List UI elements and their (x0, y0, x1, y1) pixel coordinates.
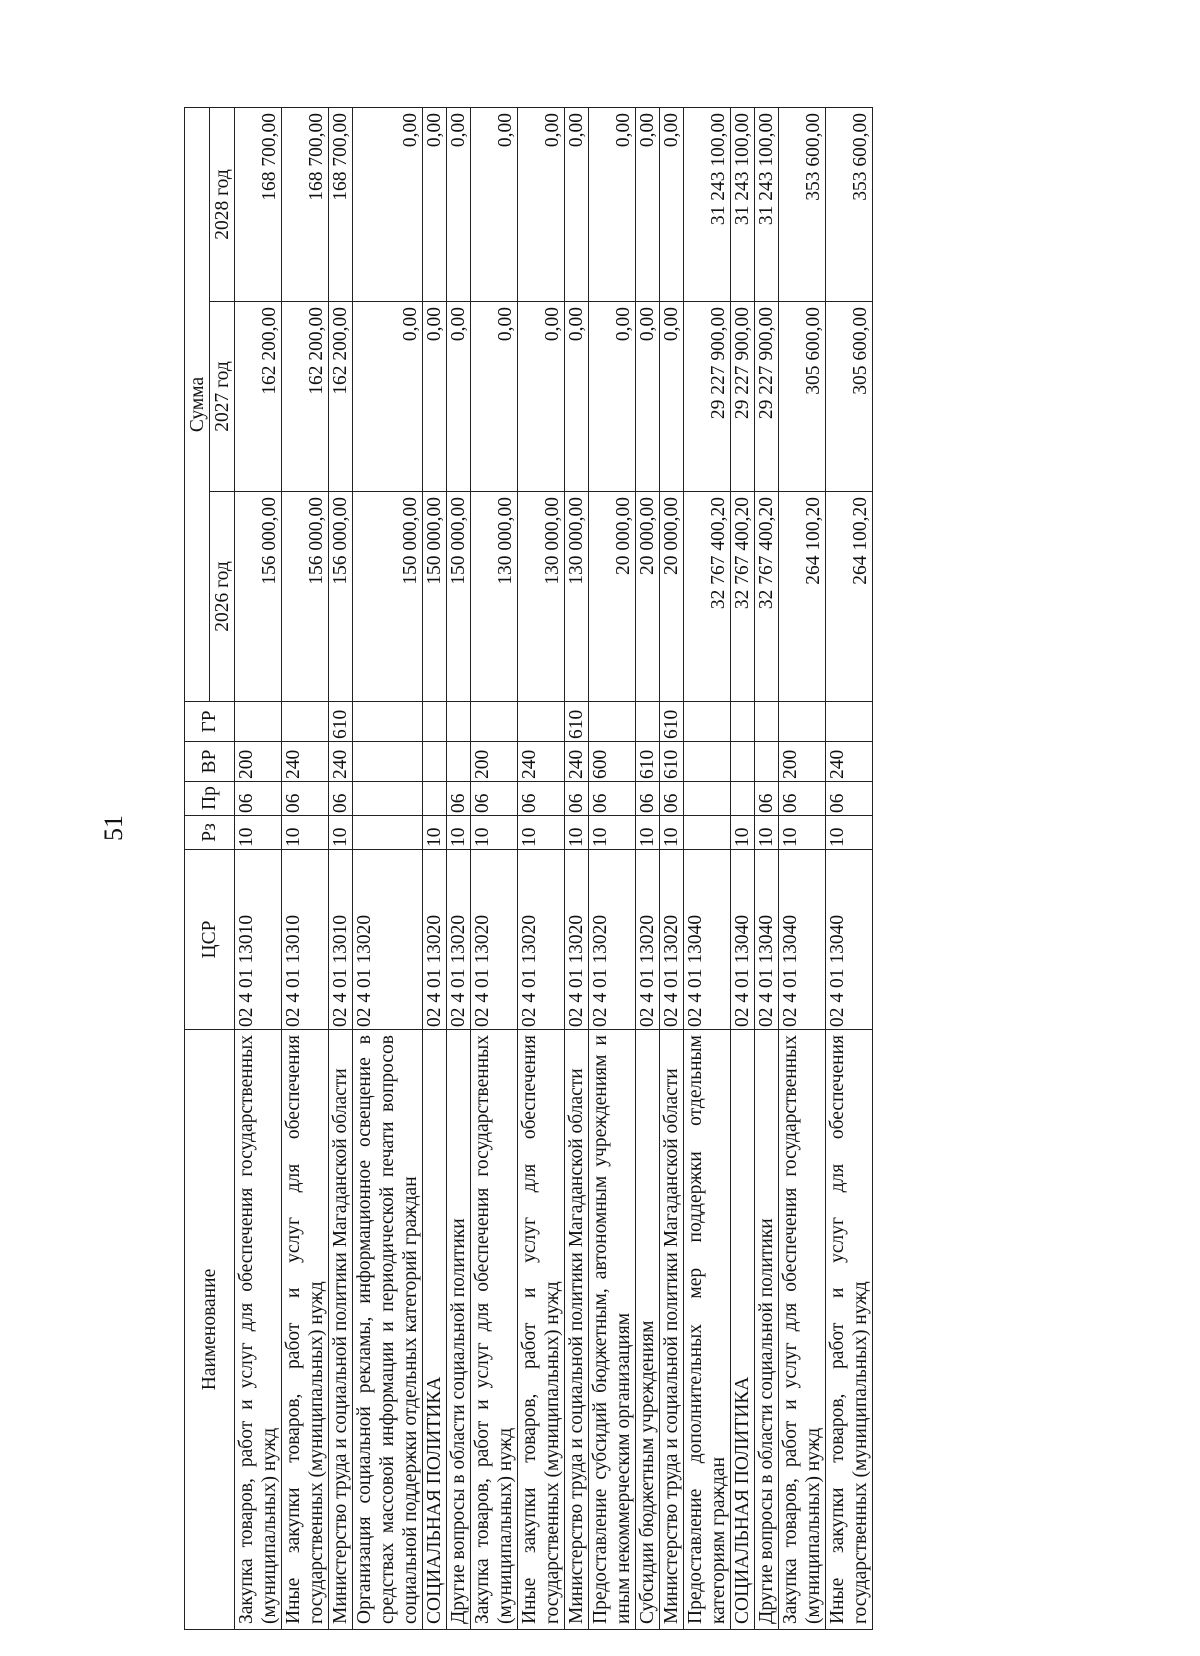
row-csr: 02 4 01 13040 (826, 850, 873, 1030)
row-vr: 240 (565, 742, 589, 782)
row-vr: 200 (779, 742, 826, 782)
row-2027: 29 227 900,00 (731, 302, 755, 492)
row-gr (235, 702, 282, 742)
row-vr: 240 (518, 742, 565, 782)
row-name: Иные закупки товаров, работ и услуг для обеспечения государственных (муниципальных) нужд (282, 1030, 329, 1630)
table-row (282, 107, 329, 1629)
table-row (471, 107, 518, 1629)
table-row (565, 107, 589, 1629)
row-csr: 02 4 01 13040 (684, 850, 731, 1030)
table-row (329, 107, 353, 1629)
row-name: СОЦИАЛЬНАЯ ПОЛИТИКА (731, 1030, 755, 1630)
row-rz: 10 (447, 816, 471, 850)
row-2028: 168 700,00 (282, 107, 329, 301)
row-2027: 305 600,00 (826, 302, 873, 492)
table-body (235, 107, 873, 1629)
row-2026: 150 000,00 (423, 492, 447, 702)
row-vr (755, 742, 779, 782)
header-2027: 2027 год (210, 302, 235, 492)
budget-table (184, 107, 873, 1630)
row-name: Министерство труда и социальной политики Магаданской области (565, 1030, 589, 1630)
row-2028: 0,00 (353, 107, 423, 301)
row-csr: 02 4 01 13020 (518, 850, 565, 1030)
row-2027: 29 227 900,00 (755, 302, 779, 492)
row-pr (353, 782, 423, 816)
row-rz: 10 (235, 816, 282, 850)
row-name: Закупка товаров, работ и услуг для обеспечения государственных (муниципальных) нужд (235, 1030, 282, 1630)
row-2026: 130 000,00 (518, 492, 565, 702)
row-2027: 0,00 (471, 302, 518, 492)
row-csr: 02 4 01 13020 (589, 850, 636, 1030)
row-2028: 0,00 (471, 107, 518, 301)
row-2026: 156 000,00 (235, 492, 282, 702)
row-2028: 168 700,00 (329, 107, 353, 301)
row-rz: 10 (589, 816, 636, 850)
row-2028: 31 243 100,00 (684, 107, 731, 301)
page-number: 51 (99, 815, 128, 841)
header-sum: Сумма (185, 107, 210, 701)
row-pr: 06 (282, 782, 329, 816)
row-pr (423, 782, 447, 816)
row-vr: 600 (589, 742, 636, 782)
row-csr: 02 4 01 13040 (755, 850, 779, 1030)
row-rz: 10 (731, 816, 755, 850)
row-2028: 0,00 (589, 107, 636, 301)
row-name: Другие вопросы в области социальной политики (447, 1030, 471, 1630)
table-row (636, 107, 660, 1629)
row-name: Организация социальной рекламы, информационное освещение в средствах массовой информации и периодической печати вопросов социальной поддержки отдельных категорий граждан (353, 1030, 423, 1630)
row-csr: 02 4 01 13020 (353, 850, 423, 1030)
row-csr: 02 4 01 13040 (779, 850, 826, 1030)
row-vr: 240 (826, 742, 873, 782)
row-rz: 10 (423, 816, 447, 850)
row-2028: 0,00 (565, 107, 589, 301)
row-pr: 06 (518, 782, 565, 816)
header-vr: ВР (185, 742, 235, 782)
row-name: Министерство труда и социальной политики Магаданской области (660, 1030, 684, 1630)
row-pr: 06 (565, 782, 589, 816)
row-2026: 156 000,00 (329, 492, 353, 702)
row-vr: 240 (329, 742, 353, 782)
row-name: Закупка товаров, работ и услуг для обеспечения государственных (муниципальных) нужд (779, 1030, 826, 1630)
header-rz: Рз (185, 816, 235, 850)
row-pr: 06 (755, 782, 779, 816)
row-2028: 353 600,00 (826, 107, 873, 301)
table-row (660, 107, 684, 1629)
row-gr (636, 702, 660, 742)
row-pr: 06 (826, 782, 873, 816)
row-2027: 0,00 (447, 302, 471, 492)
row-vr (731, 742, 755, 782)
row-gr (353, 702, 423, 742)
header-csr: ЦСР (185, 850, 235, 1030)
row-rz: 10 (826, 816, 873, 850)
row-2026: 20 000,00 (660, 492, 684, 702)
row-vr: 610 (660, 742, 684, 782)
row-2026: 130 000,00 (565, 492, 589, 702)
row-rz: 10 (779, 816, 826, 850)
row-pr: 06 (329, 782, 353, 816)
row-csr: 02 4 01 13010 (329, 850, 353, 1030)
row-pr (684, 782, 731, 816)
row-pr: 06 (636, 782, 660, 816)
row-2027: 162 200,00 (282, 302, 329, 492)
row-vr: 610 (636, 742, 660, 782)
row-vr: 200 (471, 742, 518, 782)
table-row (518, 107, 565, 1629)
row-pr: 06 (589, 782, 636, 816)
row-rz: 10 (518, 816, 565, 850)
row-vr (447, 742, 471, 782)
row-2028: 353 600,00 (779, 107, 826, 301)
row-csr: 02 4 01 13020 (565, 850, 589, 1030)
row-name: СОЦИАЛЬНАЯ ПОЛИТИКА (423, 1030, 447, 1630)
row-2026: 20 000,00 (589, 492, 636, 702)
row-2028: 0,00 (518, 107, 565, 301)
row-pr: 06 (471, 782, 518, 816)
table-row (731, 107, 755, 1629)
row-2028: 0,00 (660, 107, 684, 301)
row-pr: 06 (660, 782, 684, 816)
header-gr: ГР (185, 702, 235, 742)
row-gr (684, 702, 731, 742)
row-gr: 610 (660, 702, 684, 742)
row-csr: 02 4 01 13010 (235, 850, 282, 1030)
table-row (826, 107, 873, 1629)
row-csr: 02 4 01 13040 (731, 850, 755, 1030)
row-vr: 240 (282, 742, 329, 782)
row-name: Субсидии бюджетным учреждениям (636, 1030, 660, 1630)
row-2028: 0,00 (423, 107, 447, 301)
row-rz (353, 816, 423, 850)
row-name: Иные закупки товаров, работ и услуг для обеспечения государственных (муниципальных) нужд (826, 1030, 873, 1630)
row-2027: 0,00 (636, 302, 660, 492)
table-row (684, 107, 731, 1629)
table-row (423, 107, 447, 1629)
row-2027: 0,00 (518, 302, 565, 492)
row-pr: 06 (447, 782, 471, 816)
row-pr (731, 782, 755, 816)
row-2026: 32 767 400,20 (755, 492, 779, 702)
row-2026: 150 000,00 (353, 492, 423, 702)
row-gr (755, 702, 779, 742)
table-row (235, 107, 282, 1629)
row-2026: 264 100,20 (779, 492, 826, 702)
row-2026: 264 100,20 (826, 492, 873, 702)
row-rz: 10 (660, 816, 684, 850)
row-rz: 10 (471, 816, 518, 850)
row-csr: 02 4 01 13020 (423, 850, 447, 1030)
row-2028: 0,00 (447, 107, 471, 301)
row-name: Иные закупки товаров, работ и услуг для обеспечения государственных (муниципальных) нужд (518, 1030, 565, 1630)
row-2027: 162 200,00 (235, 302, 282, 492)
table-row (779, 107, 826, 1629)
rotated-table-container (184, 108, 1104, 1630)
row-2026: 32 767 400,20 (731, 492, 755, 702)
row-rz (684, 816, 731, 850)
table-row (589, 107, 636, 1629)
row-2028: 31 243 100,00 (731, 107, 755, 301)
header-pr: Пр (185, 782, 235, 816)
row-2026: 32 767 400,20 (684, 492, 731, 702)
row-name: Закупка товаров, работ и услуг для обеспечения государственных (муниципальных) нужд (471, 1030, 518, 1630)
row-2027: 0,00 (589, 302, 636, 492)
row-rz: 10 (636, 816, 660, 850)
row-vr (353, 742, 423, 782)
table-row (755, 107, 779, 1629)
row-2026: 20 000,00 (636, 492, 660, 702)
row-gr (826, 702, 873, 742)
row-vr: 200 (235, 742, 282, 782)
row-2027: 0,00 (353, 302, 423, 492)
row-name: Министерство труда и социальной политики Магаданской области (329, 1030, 353, 1630)
row-2027: 162 200,00 (329, 302, 353, 492)
row-gr (518, 702, 565, 742)
header-name: Наименование (185, 1030, 235, 1630)
header-2028: 2028 год (210, 107, 235, 301)
row-pr: 06 (235, 782, 282, 816)
row-csr: 02 4 01 13020 (636, 850, 660, 1030)
row-rz: 10 (329, 816, 353, 850)
row-gr (779, 702, 826, 742)
table-row (447, 107, 471, 1629)
row-gr: 610 (565, 702, 589, 742)
row-csr: 02 4 01 13010 (282, 850, 329, 1030)
row-gr (423, 702, 447, 742)
row-rz: 10 (755, 816, 779, 850)
row-2026: 156 000,00 (282, 492, 329, 702)
header-2026: 2026 год (210, 492, 235, 702)
row-2026: 150 000,00 (447, 492, 471, 702)
row-2027: 0,00 (660, 302, 684, 492)
row-csr: 02 4 01 13020 (660, 850, 684, 1030)
row-gr (589, 702, 636, 742)
row-pr: 06 (779, 782, 826, 816)
row-2028: 31 243 100,00 (755, 107, 779, 301)
row-2026: 130 000,00 (471, 492, 518, 702)
row-gr (471, 702, 518, 742)
table-row (353, 107, 423, 1629)
row-csr: 02 4 01 13020 (471, 850, 518, 1030)
row-name: Предоставление субсидий бюджетным, автономным учреждениям и иным некоммерческим организациям (589, 1030, 636, 1630)
row-2028: 0,00 (636, 107, 660, 301)
row-rz: 10 (282, 816, 329, 850)
row-2027: 0,00 (565, 302, 589, 492)
row-2027: 29 227 900,00 (684, 302, 731, 492)
row-gr (447, 702, 471, 742)
row-csr: 02 4 01 13020 (447, 850, 471, 1030)
row-vr (423, 742, 447, 782)
table-header (185, 107, 235, 1629)
row-name: Предоставление дополнительных мер поддержки отдельным категориям граждан (684, 1030, 731, 1630)
row-gr (282, 702, 329, 742)
row-name: Другие вопросы в области социальной политики (755, 1030, 779, 1630)
row-2027: 0,00 (423, 302, 447, 492)
row-vr (684, 742, 731, 782)
row-2028: 168 700,00 (235, 107, 282, 301)
row-gr (731, 702, 755, 742)
row-rz: 10 (565, 816, 589, 850)
row-gr: 610 (329, 702, 353, 742)
row-2027: 305 600,00 (779, 302, 826, 492)
